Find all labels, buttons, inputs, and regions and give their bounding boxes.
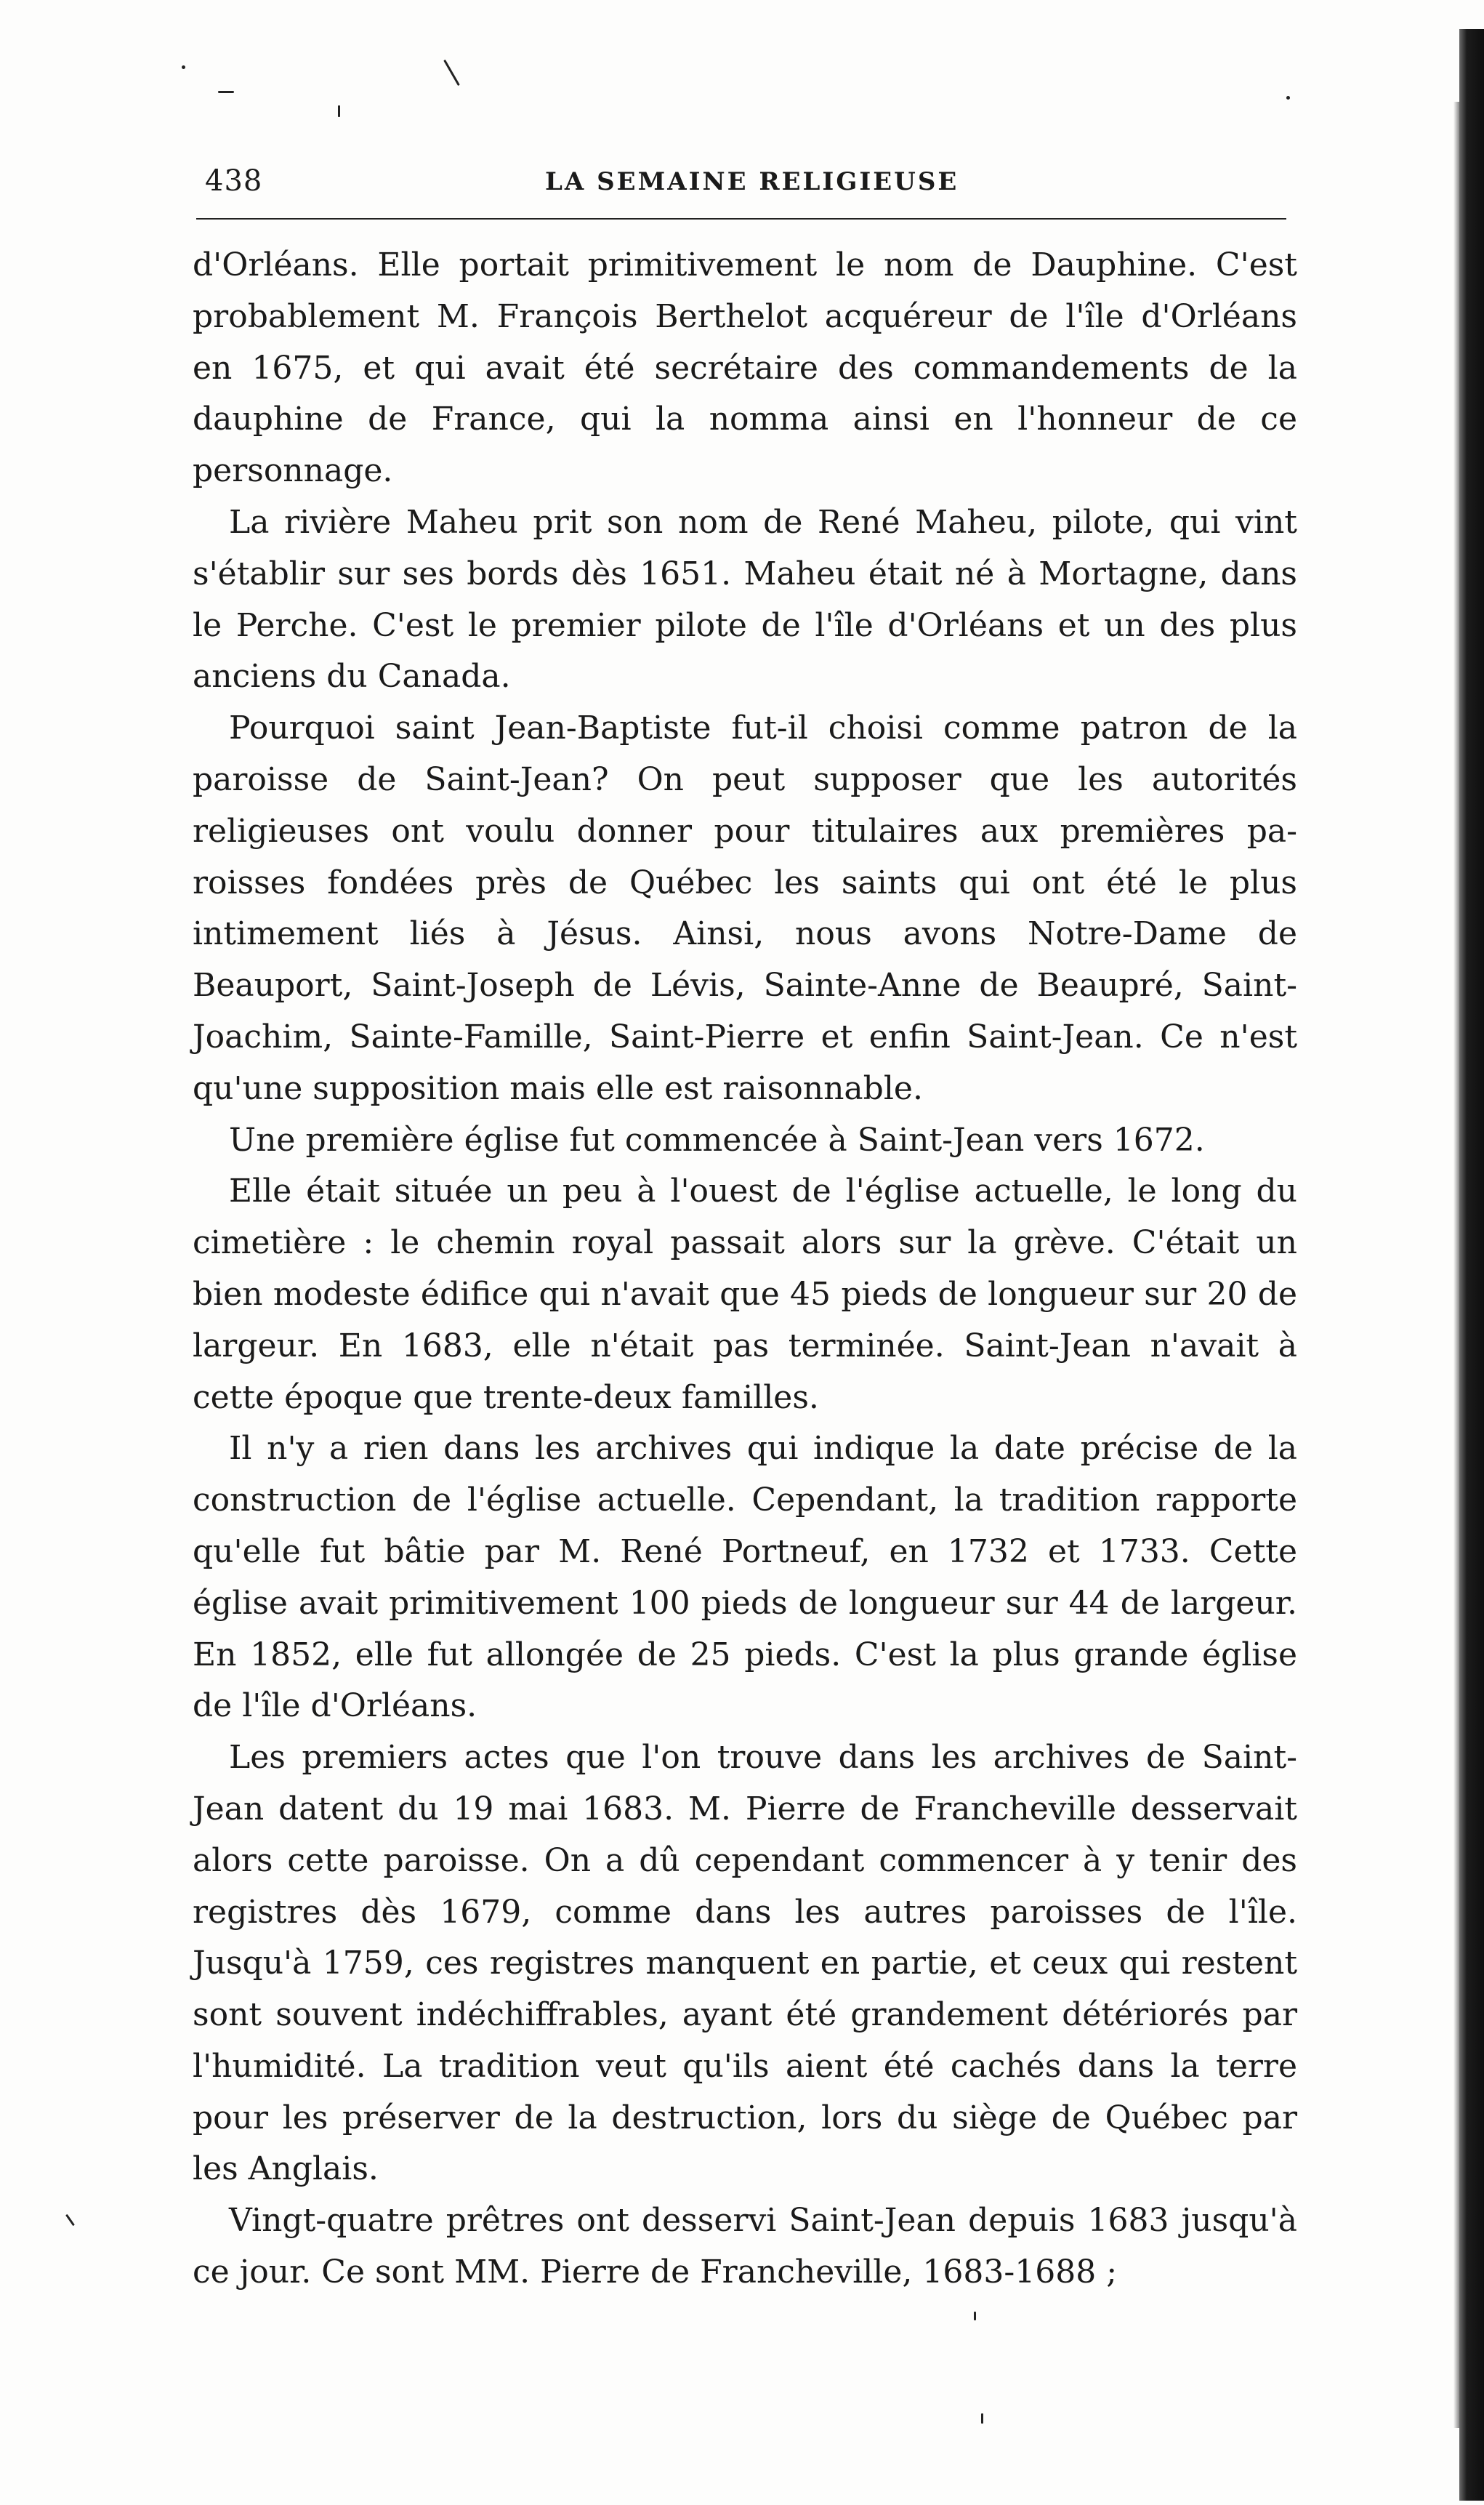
paragraph: Elle était située un peu à l'ouest de l'église actuelle, le long du cimetière : le chemin royal passait alors sur la grève. C'était un bien modeste édifice qui n'avait que 45 pieds de longueur sur 20 de largeur. En 1683, elle n'était pas terminée. Saint-Jean n'avait à cette époque que trente-deux familles. [193,1173,1297,1416]
scan-speck [443,60,460,86]
page-binding-edge [1459,29,1484,2501]
scan-speck [218,91,234,93]
paragraph: Vingt-quatre prêtres ont desservi Saint-Jean depuis 1683 jusqu'à ce jour. Ce sont MM. Pierre de Francheville, 1683-1688 ; [193,2202,1297,2291]
scan-speck [182,65,185,69]
scan-speck [65,2214,75,2226]
header-rule [196,218,1286,220]
page-header [182,158,1272,209]
page-number: 438 [205,164,263,198]
paragraph: Les premiers actes que l'on trouve dans les archives de Saint-Jean datent du 19 mai 1683. M. Pierre de Francheville desservait alors cette paroisse. On a dû cependant commencer à y tenir des registres dès 1679, comme dans les autres paroisses de l'île. Jusqu'à 1759, ces registres manquent en partie, et ceux qui restent sont souvent indéchiffrables, ayant été grandement détériorés par l'humidité. La tradition veut qu'ils aient été cachés dans la terre pour les préserver de la destruction, lors du siège de Québec par les Anglais. [193,1739,1297,2188]
scan-speck [974,2312,976,2320]
scan-speck [981,2413,983,2424]
paragraph: d'Orléans. Elle portait primitivement le nom de Dauphine. C'est probablement M. François Berthelot acquéreur de l'île d'Orléans en 1675, et qui avait été secrétaire des commandements de la dauphine de France, qui la nomma ainsi en l'honneur de ce personnage. [193,246,1297,490]
running-title: LA SEMAINE RELIGIEUSE [545,167,959,196]
page-binding-shadow [1453,102,1459,2428]
paragraph: Une première église fut commencée à Saint-Jean vers 1672. [229,1121,1205,1159]
paragraph: Il n'y a rien dans les archives qui indique la date précise de la construction de l'église actuelle. Cependant, la tradition rapporte qu'elle fut bâtie par M. René Portneuf, en 1732 et 1733. Cette église avait primitivement 100 pieds de longueur sur 44 de largeur. En 1852, elle fut allongée de 25 pieds. C'est la plus grande église de l'île d'Orléans. [193,1430,1297,1725]
scan-speck [338,105,340,117]
body-text [193,240,1297,2428]
scan-speck [1286,96,1290,100]
paragraph: La rivière Maheu prit son nom de René Maheu, pilote, qui vint s'établir sur ses bords dès 1651. Maheu était né à Mortagne, dans le Perche. C'est le premier pilote de l'île d'Orléans et un des plus anciens du Canada. [193,503,1297,696]
paragraph: Pourquoi saint Jean-Baptiste fut-il choisi comme patron de la paroisse de Saint-Jean? On peut supposer que les autorités religieuses ont voulu donner pour titulaires aux premières paroisses fondées près de Québec les saints qui ont été le plus intimement liés à Jésus. Ainsi, nous avons Notre-Dame de Beauport, Saint-Joseph de Lévis, Sainte-Anne de Beaupré, Saint-Joachim, Sainte-Famille, Saint-Pierre et enfin Saint-Jean. Ce n'est qu'une supposition mais elle est raisonnable. [193,709,1297,1107]
